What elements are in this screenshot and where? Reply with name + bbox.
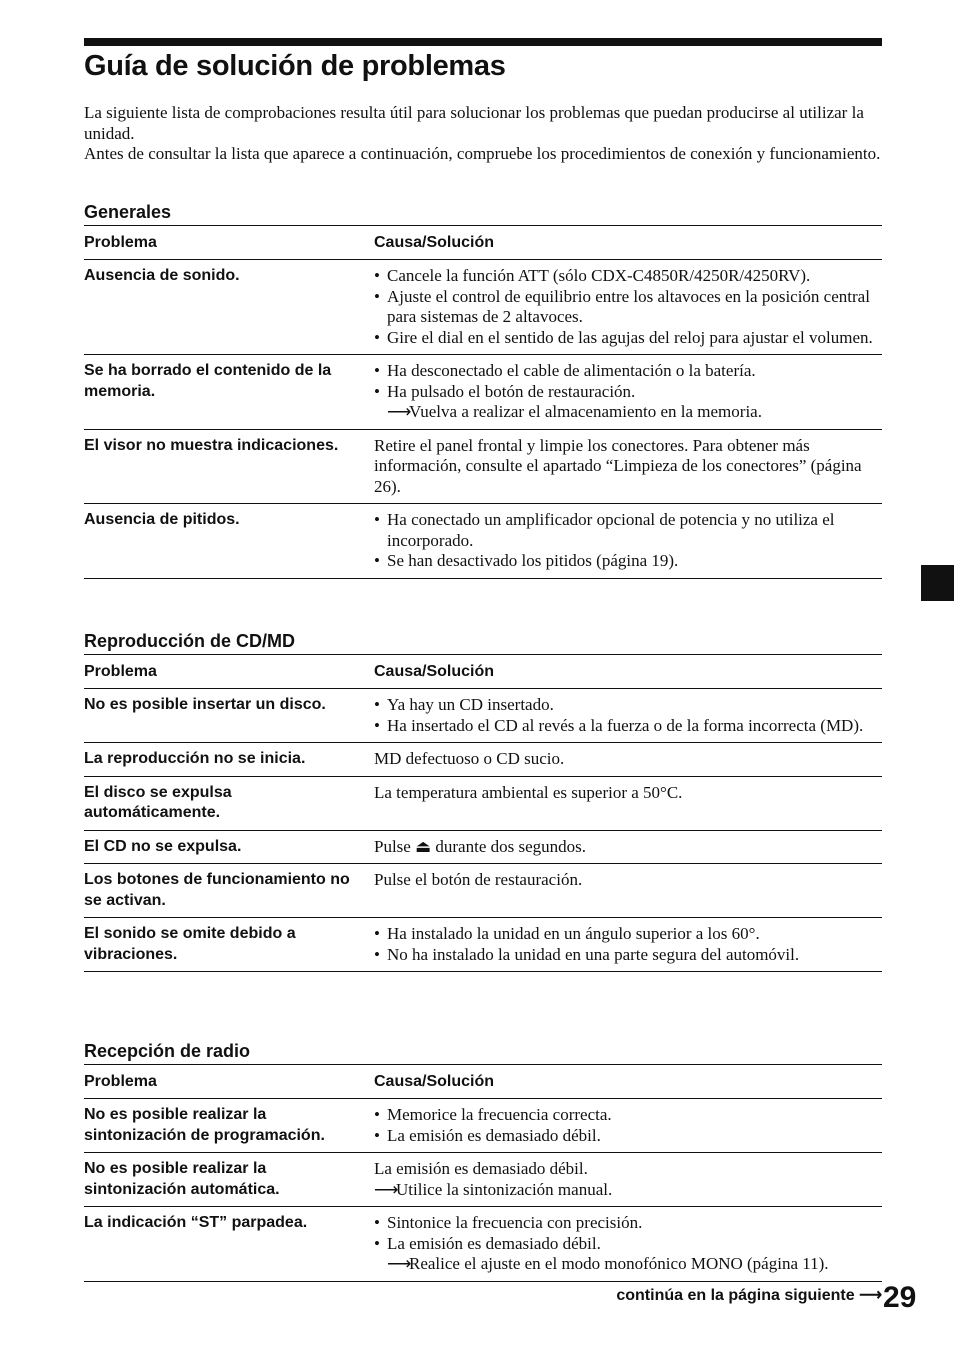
solution-text: Retire el panel frontal y limpie los conectores. Para obtener más información, consulte el apartado “Limpieza de los conectores” (página 26). [374,435,862,496]
solution-bullet: • Ha insertado el CD al revés a la fuerza o de la forma incorrecta (MD). [374,716,882,737]
solution-cell [374,837,882,858]
problem-cell: El sonido se omite debido a vibraciones. [84,925,296,963]
problem-cell: La indicación “ST” parpadea. [84,1214,308,1231]
intro-paragraph: La siguiente lista de comprobaciones resulta útil para solucionar los problemas que puedan producirse al utilizar la unidad. [84,103,864,143]
arrow-right-icon: ⟶ [387,1254,412,1273]
column-header-problem: Problema [84,1072,157,1090]
problem-cell: El disco se expulsa automáticamente. [84,783,232,821]
solution-text: Pulse el botón de restauración. [374,870,583,889]
title-rule [84,38,882,46]
column-header-problem: Problema [84,662,157,680]
solution-cell [374,266,882,348]
solution-text: La emisión es demasiado débil. [374,1159,588,1178]
page-title: Guía de solución de problemas [84,50,506,82]
solution-bullet: • Ha pulsado el botón de restauración. [374,382,882,403]
page-number: 29 [883,1281,917,1314]
solution-cell [374,1159,882,1200]
solution-cell [374,695,882,736]
arrow-right-icon: ⟶ [374,1179,399,1199]
solution-cell [374,436,882,498]
column-header-problem: Problema [84,233,157,251]
table-row [84,1099,882,1153]
solution-bullet: • Ajuste el control de equilibrio entre los altavoces en la posición central para sistemas de 2 altavoces. [374,287,882,328]
solution-bullet: • Ya hay un CD insertado. [374,695,882,716]
problem-cell: El visor no muestra indicaciones. [84,436,339,454]
solution-arrow-line [374,1180,882,1201]
solution-text: La temperatura ambiental es superior a 50°C. [374,782,683,802]
section-reproduccion [84,628,882,972]
table-header [84,225,882,260]
solution-bullet: • Se han desactivado los pitidos (página 19). [374,551,882,572]
solution-bullet: • Cancele la función ATT (sólo CDX-C4850R/4250R/4250RV). [374,266,882,287]
solution-cell [374,1105,882,1146]
section-heading: Reproducción de CD/MD [84,631,296,651]
solution-bullet: • Ha instalado la unidad en un ángulo superior a los 60°. [374,924,882,945]
solution-cell [374,870,882,911]
section-generales [84,199,882,579]
problem-cell: No es posible realizar la sintonización automática. [84,1160,280,1198]
solution-text: Pulse ⏏ durante dos segundos. [374,836,587,856]
solution-arrow-line [374,402,882,423]
intro-text [84,103,884,165]
solution-bullet: • Ha conectado un amplificador opcional de potencia y no utiliza el incorporado. [374,510,882,551]
solution-bullet: • No ha instalado la unidad en una parte segura del automóvil. [374,945,882,966]
table-row [84,430,882,505]
column-header-cause: Causa/Solución [374,662,495,680]
problem-cell: Ausencia de pitidos. [84,511,240,528]
solution-cell [374,924,882,965]
arrow-right-icon: ⟶ [387,402,412,421]
table-row [84,918,882,972]
solution-bullet: • La emisión es demasiado débil. [374,1234,882,1255]
solution-arrow-line [374,1254,882,1275]
table-row [84,864,882,918]
problem-cell: No es posible realizar la sintonización de programación. [84,1106,325,1144]
column-header-cause: Causa/Solución [374,1072,495,1090]
section-heading: Recepción de radio [84,1041,251,1061]
solution-arrow-text: Vuelva a realizar el almacenamiento en la memoria. [409,402,762,421]
continue-note: continúa en la página siguiente ⟶ [616,1287,882,1304]
solution-cell [374,783,882,824]
solution-text: MD defectuoso o CD sucio. [374,749,565,768]
table-row [84,777,882,831]
solution-bullet: • La emisión es demasiado débil. [374,1126,882,1147]
solution-cell [374,749,882,770]
problem-cell: El CD no se expulsa. [84,837,242,855]
problem-cell: No es posible insertar un disco. [84,696,326,713]
solution-arrow-text: Utilice la sintonización manual. [396,1179,613,1199]
table-row [84,355,882,430]
solution-bullet: • Memorice la frecuencia correcta. [374,1105,882,1126]
table-header [84,1064,882,1099]
problem-cell: La reproducción no se inicia. [84,750,306,767]
problem-cell: Los botones de funcionamiento no se activan. [84,871,350,909]
table-header [84,654,882,689]
intro-paragraph: Antes de consultar la lista que aparece a continuación, compruebe los procedimientos de conexión y funcionamiento. [84,144,881,163]
solution-bullet: • Gire el dial en el sentido de las agujas del reloj para ajustar el volumen. [374,328,882,349]
table-row [84,831,882,865]
section-heading: Generales [84,202,172,222]
arrow-right-icon: ⟶ [859,1287,882,1304]
table-row [84,504,882,579]
solution-cell [374,1213,882,1275]
solution-bullet: • Ha desconectado el cable de alimentación o la batería. [374,361,882,382]
solution-cell [374,510,882,572]
table-row [84,260,882,355]
column-header-cause: Causa/Solución [374,233,495,251]
table-row [84,689,882,743]
section-radio [84,1038,882,1282]
chapter-tab-marker [921,565,954,601]
table-row [84,1153,882,1207]
table-row [84,743,882,777]
problem-cell: Se ha borrado el contenido de la memoria. [84,362,332,400]
problem-cell: Ausencia de sonido. [84,267,240,284]
solution-bullet: • Sintonice la frecuencia con precisión. [374,1213,882,1234]
solution-arrow-text: Realice el ajuste en el modo monofónico MONO (página 11). [409,1254,829,1273]
solution-cell [374,361,882,423]
table-row [84,1207,882,1282]
